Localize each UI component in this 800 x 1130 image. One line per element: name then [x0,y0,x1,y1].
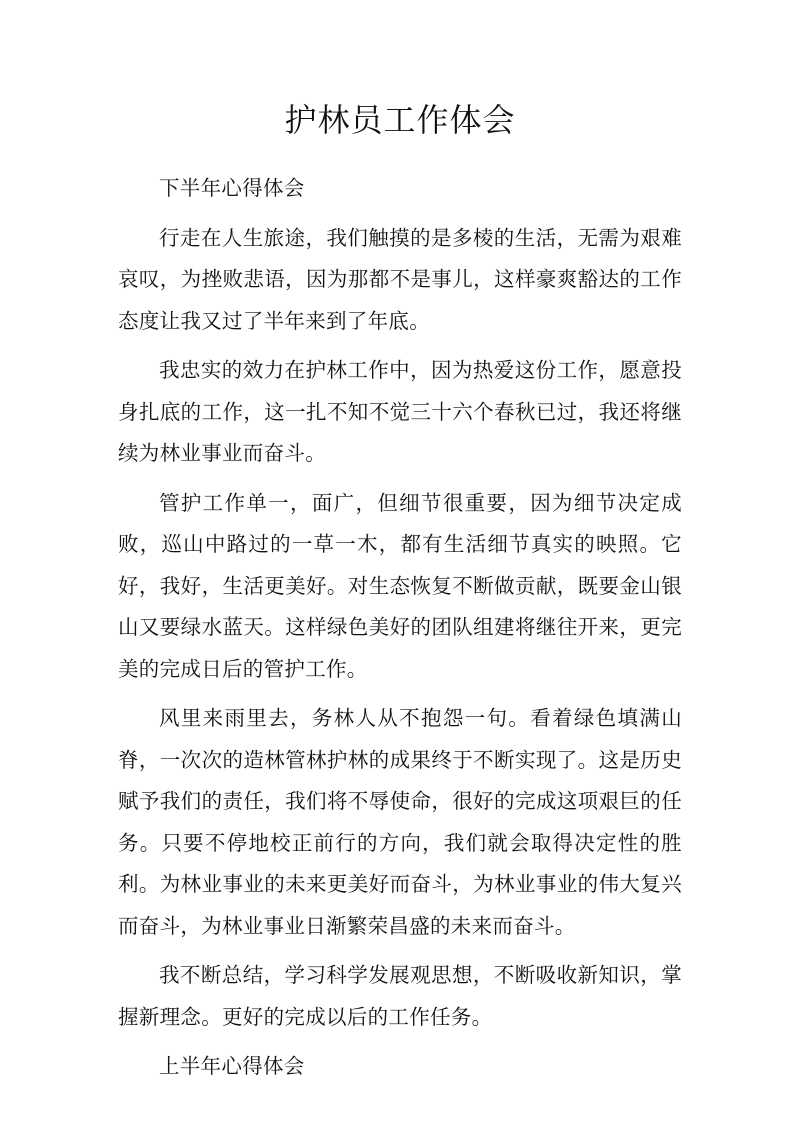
document-title: 护林员工作体会 [284,101,516,139]
paragraph-3: 管护工作单一，面广，但细节很重要，因为细节决定成败，巡山中路过的一草一木，都有生活细节真实的映照。它好，我好，生活更美好。对生态恢复不断做贡献，既要金山银山又要绿水蓝天。这样绿色美好的团队组建将继往开来，更完美的完成日后的管护工作。 [118,490,682,681]
section-heading-first-half: 上半年心得体会 [159,1054,305,1078]
paragraph-5: 我不断总结，学习科学发展观思想，不断吸收新知识，掌握新理念。更好的完成以后的工作任务。 [118,963,682,1029]
section-heading-second-half: 下半年心得体会 [159,176,305,200]
paragraph-2: 我忠实的效力在护林工作中，因为热爱这份工作，愿意投身扎底的工作，这一扎不知不觉三十六个春秋已过，我还将继续为林业事业而奋斗。 [118,358,682,465]
paragraph-1: 行走在人生旅途，我们触摸的是多棱的生活，无需为艰难哀叹，为挫败悲语，因为那都不是事儿，这样豪爽豁达的工作态度让我又过了半年来到了年底。 [118,225,682,333]
paragraph-4: 风里来雨里去，务林人从不抱怨一句。看着绿色填满山脊，一次次的造林管林护林的成果终于不断实现了。这是历史赋予我们的责任，我们将不辱使命，很好的完成这项艰巨的任务。只要不停地校正前行的方向，我们就会取得决定性的胜利。为林业事业的未来更美好而奋斗，为林业事业的伟大复兴而奋斗，为林业事业日渐繁荣昌盛的未来而奋斗。 [118,706,682,938]
